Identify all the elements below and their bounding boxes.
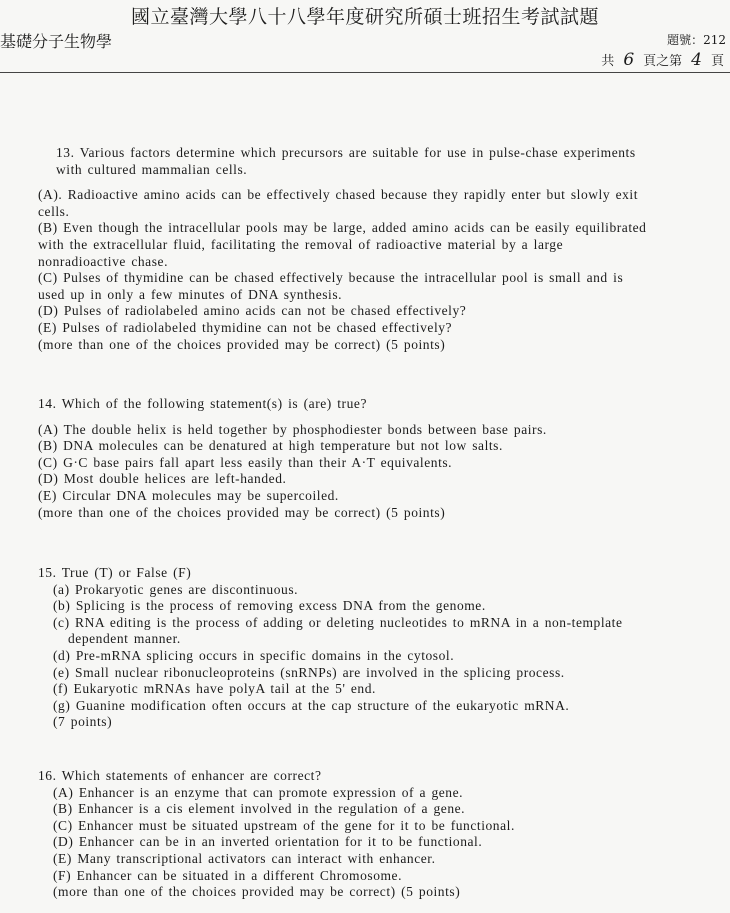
question-16-stem: 16. Which statements of enhancer are correct?	[38, 768, 322, 783]
item-f: (f) Eukaryotic mRNAs have polyA tail at the 5' end.	[53, 681, 376, 697]
course-name: 基礎分子生物學	[0, 32, 113, 51]
option-d: (D) Pulses of radiolabeled amino acids can not be chased effectively?	[38, 303, 467, 319]
option-a: (A). Radioactive amino acids can be effectively chased because they rapidly enter but slowly exit cells.	[38, 187, 639, 219]
page-mid: 頁之第	[643, 54, 683, 69]
points: (7 points)	[53, 714, 113, 730]
question-16	[38, 768, 648, 901]
question-15-stem: 15. True (T) or False (F)	[38, 565, 192, 580]
exam-title: 國立臺灣大學八十八學年度研究所碩士班招生考試試題	[130, 6, 599, 28]
item-d: (d) Pre-mRNA splicing occurs in specific domains in the cytosol.	[53, 647, 455, 663]
option-b: (B) Enhancer is a cis element involved in the regulation of a gene.	[53, 801, 466, 817]
option-b: (B) DNA molecules can be denatured at high temperature but not low salts.	[38, 438, 503, 454]
scoring-note: (more than one of the choices provided may be correct) (5 points)	[38, 336, 446, 352]
question-13	[38, 145, 648, 353]
scoring-note: (more than one of the choices provided may be correct) (5 points)	[53, 884, 461, 900]
option-c: (C) Enhancer must be situated upstream of the gene for it to be functional.	[53, 817, 515, 833]
option-d: (D) Enhancer can be in an inverted orientation for it to be functional.	[53, 834, 483, 850]
option-e: (E) Many transcriptional activators can interact with enhancer.	[53, 850, 436, 866]
item-b: (b) Splicing is the process of removing excess DNA from the genome.	[53, 598, 486, 614]
option-f: (F) Enhancer can be situated in a different Chromosome.	[53, 867, 403, 883]
question-13-stem: 13. Various factors determine which precursors are suitable for use in pulse-chase experiments with cultured mammalian cells.	[56, 145, 636, 177]
option-a: (A) Enhancer is an enzyme that can promote expression of a gene.	[53, 784, 464, 800]
item-g: (g) Guanine modification often occurs at the cap structure of the eukaryotic mRNA.	[53, 697, 570, 713]
item-e: (e) Small nuclear ribonucleoproteins (snRNPs) are involved in the splicing process.	[53, 664, 565, 680]
question-15	[38, 565, 648, 731]
question-14	[38, 396, 648, 521]
scoring-note: (more than one of the choices provided may be correct) (5 points)	[38, 504, 446, 520]
option-e: (E) Circular DNA molecules may be supercoiled.	[38, 487, 339, 503]
page-suffix: 頁	[710, 54, 724, 69]
question-14-stem: 14. Which of the following statement(s) is (are) true?	[38, 396, 367, 411]
option-a: (A) The double helix is held together by phosphodiester bonds between base pairs.	[38, 421, 547, 437]
total-pages: 6	[623, 50, 635, 70]
option-e: (E) Pulses of radiolabeled thymidine can not be chased effectively?	[38, 319, 453, 335]
current-page: 4	[691, 50, 702, 70]
option-c: (C) G·C base pairs fall apart less easily than their A·T equivalents.	[38, 454, 453, 470]
option-b: (B) Even though the intracellular pools may be large, added amino acids can be easily equilibrated with the extracellular fluid, facilitating the removal of radioactive material by a large nonradioactive chase.	[38, 220, 647, 269]
option-d: (D) Most double helices are left-handed.	[38, 471, 287, 487]
header-divider	[0, 72, 730, 73]
total-prefix: 共	[601, 54, 615, 69]
page-info	[601, 50, 724, 70]
item-a: (a) Prokaryotic genes are discontinuous.	[53, 581, 299, 597]
item-c: (c) RNA editing is the process of adding or deleting nucleotides to mRNA in a non-template dependent manner.	[53, 614, 623, 647]
option-c: (C) Pulses of thymidine can be chased effectively because the intracellular pool is small and is used up in only a few minutes of DNA synthesis.	[38, 270, 624, 302]
question-code: 題號：212	[667, 33, 726, 47]
